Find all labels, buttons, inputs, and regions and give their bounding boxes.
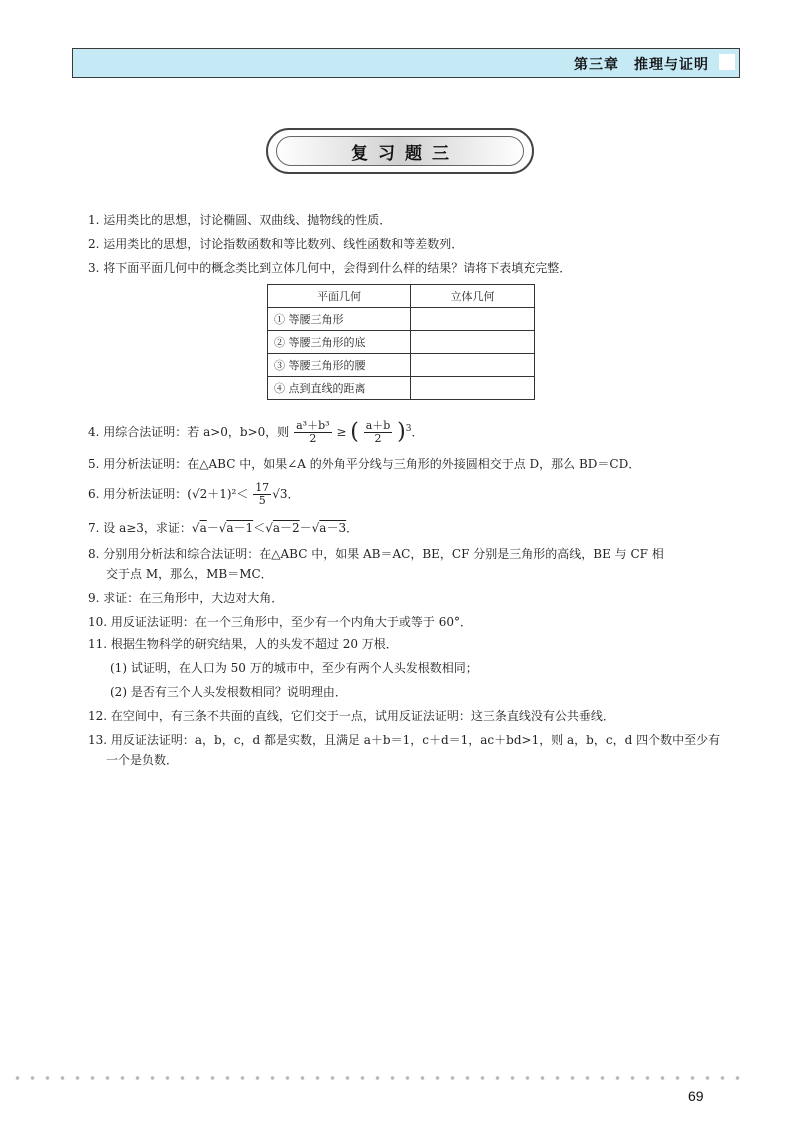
left-paren: (	[350, 419, 359, 445]
fraction-left	[294, 420, 331, 445]
right-paren: )	[397, 419, 406, 445]
table-cell-solid-blank[interactable]	[411, 354, 535, 377]
problem-7-op3: －√	[299, 521, 320, 535]
table-cell-plane: ② 等腰三角形的底	[268, 331, 411, 354]
radicand-1: a	[199, 521, 207, 535]
problem-4-prefix: 4. 用综合法证明：若 a>0，b>0，则	[88, 425, 290, 439]
problem-11-part-1: (1) 试证明，在人口为 50 万的城市中，至少有两个人头发根数相同；	[110, 661, 478, 675]
page-number: 69	[688, 1088, 704, 1104]
fraction-right	[364, 420, 393, 445]
radicand-4: a－3	[319, 521, 347, 535]
problem-7-end: ．	[346, 521, 359, 535]
table-cell-solid-blank[interactable]	[411, 308, 535, 331]
problem-7	[88, 520, 358, 536]
power-exponent: 3	[405, 424, 412, 434]
fraction-left-numerator: a³＋b³	[296, 419, 330, 432]
analogy-table	[267, 284, 535, 400]
table-cell-plane: ① 等腰三角形	[268, 308, 411, 331]
table-cell-plane: ③ 等腰三角形的腰	[268, 354, 411, 377]
problem-5: 5. 用分析法证明：在△ABC 中，如果∠A 的外角平分线与三角形的外接圆相交于点 D，那么 BD＝CD．	[88, 457, 641, 471]
problem-11-part-2: (2) 是否有三个人头发根数相同？说明理由．	[110, 685, 347, 699]
problem-13-line-2: 一个是负数．	[106, 753, 179, 767]
problem-8-line-1: 8. 分别用分析法和综合法证明：在△ABC 中，如果 AB＝AC，BE，CF 分别是三角形的高线，BE 与 CF 相	[88, 547, 664, 561]
problem-9: 9. 求证：在三角形中，大边对大角．	[88, 591, 284, 605]
problem-1: 1. 运用类比的思想，讨论椭圆、双曲线、抛物线的性质．	[88, 213, 392, 227]
fraction-left-denominator: 2	[309, 432, 317, 445]
problem-8-line-2: 交于点 M，那么，MB＝MC．	[106, 567, 273, 581]
radicand-2: a－1	[226, 521, 254, 535]
table-cell-plane: ④ 点到直线的距离	[268, 377, 411, 400]
header-corner-square	[719, 54, 735, 70]
section-banner-inner	[276, 136, 524, 166]
table-header-solid: 立体几何	[411, 285, 535, 308]
fraction-numerator: 17	[255, 481, 270, 494]
radicand-3: a－2	[272, 521, 300, 535]
chapter-header-bar	[72, 48, 740, 78]
problem-12: 12. 在空间中，有三条不共面的直线，它们交于一点，试用反证法证明：这三条直线没有公共垂线．	[88, 709, 615, 723]
table-header-row	[268, 285, 535, 308]
problem-4-end: ．	[411, 425, 424, 439]
chapter-title: 第三章 推理与证明	[574, 57, 709, 73]
table-row	[268, 308, 535, 331]
problem-6	[88, 482, 299, 507]
footer-dotted-rule	[10, 1076, 750, 1080]
problem-7-op1: －√	[206, 521, 227, 535]
table-cell-solid-blank[interactable]	[411, 331, 535, 354]
table-header-plane: 平面几何	[268, 285, 411, 308]
section-title: 复习题三	[351, 143, 459, 164]
fraction-17-5	[253, 482, 271, 507]
problem-7-op2: ＜√	[253, 521, 273, 535]
problem-11: 11. 根据生物科学的研究结果，人的头发不超过 20 万根．	[88, 637, 398, 651]
problem-7-prefix: 7. 设 a≥3，求证：√	[88, 521, 200, 535]
problem-6-suffix: √3．	[272, 487, 300, 501]
fraction-right-numerator: a＋b	[365, 419, 391, 432]
problem-6-prefix: 6. 用分析法证明：(√2＋1)²＜	[88, 487, 249, 501]
problem-13-line-1: 13. 用反证法证明：a，b，c，d 都是实数，且满足 a＋b＝1，c＋d＝1，ac＋bd>1，则 a，b，c，d 四个数中至少有	[88, 733, 721, 747]
fraction-right-denominator: 2	[374, 432, 382, 445]
table-row	[268, 377, 535, 400]
problem-2: 2. 运用类比的思想，讨论指数函数和等比数列、线性函数和等差数列．	[88, 237, 464, 251]
problem-10: 10. 用反证法证明：在一个三角形中，至少有一个内角大于或等于 60°．	[88, 615, 472, 629]
problem-4	[88, 420, 423, 445]
table-row	[268, 331, 535, 354]
fraction-denominator: 5	[258, 494, 266, 507]
ge-sign: ≥	[336, 425, 347, 439]
problem-3: 3. 将下面平面几何中的概念类比到立体几何中，会得到什么样的结果？请将下表填充完整．	[88, 261, 572, 275]
table-cell-solid-blank[interactable]	[411, 377, 535, 400]
section-banner	[266, 128, 534, 174]
table-row	[268, 354, 535, 377]
